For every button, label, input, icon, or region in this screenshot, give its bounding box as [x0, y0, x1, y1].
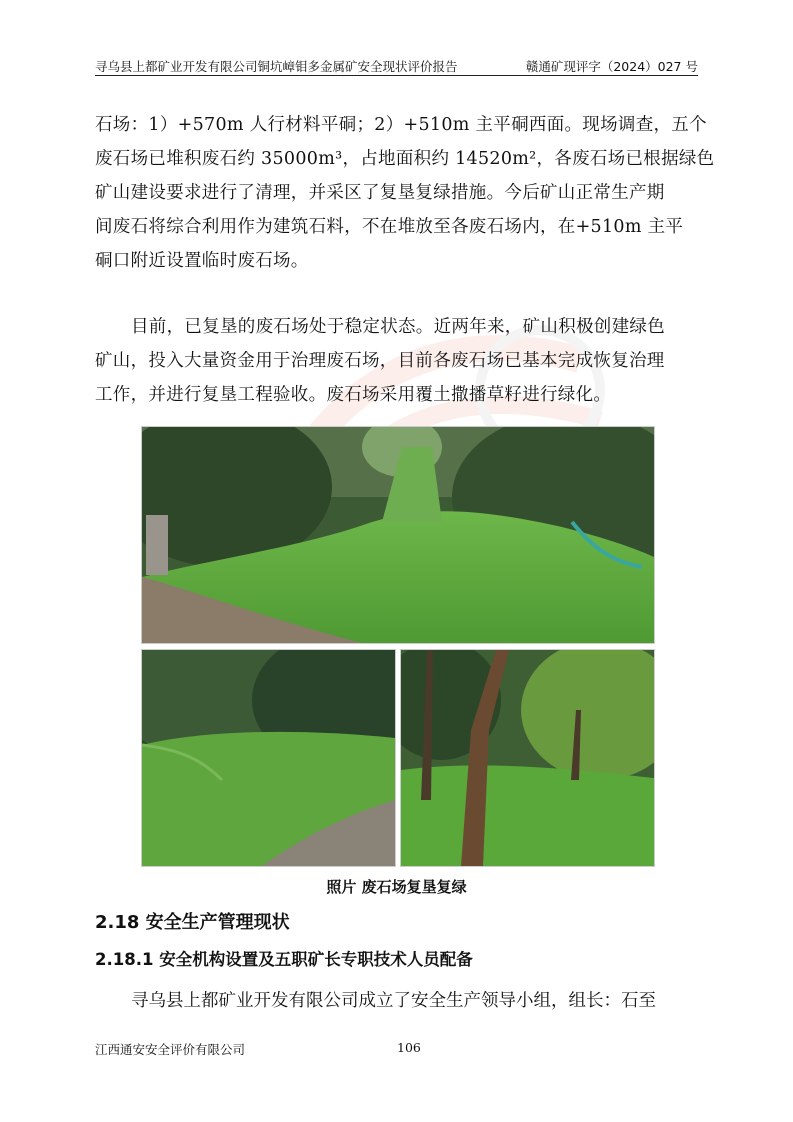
- text-line: 目前，已复垦的废石场处于稳定状态。近两年来，矿山积极创建绿色: [131, 317, 665, 337]
- header-report-title: 寻乌县上都矿业开发有限公司铜坑嶂钼多金属矿安全现状评价报告: [95, 59, 458, 74]
- text-line: 石场：1）+570m 人行材料平硐；2）+510m 主平硐西面。现场调查，五个: [95, 115, 707, 135]
- paragraph-safety-organization: 寻乌县上都矿业开发有限公司成立了安全生产领导小组，组长：石至: [131, 991, 656, 1011]
- photo-reclaimed-slope-left: [141, 649, 396, 867]
- page-header: [95, 55, 698, 76]
- footer-company-name: 江西通安安全评价有限公司: [95, 1042, 246, 1057]
- section-heading: 2.18 安全生产管理现状: [95, 912, 290, 933]
- subsection-heading: 2.18.1 安全机构设置及五职矿长专职技术人员配备: [95, 950, 473, 969]
- text-line: 矿山，投入大量资金用于治理废石场，目前各废石场已基本完成恢复治理: [95, 351, 665, 371]
- photo-reclaimed-slope-right: [400, 649, 655, 867]
- paragraph-reclamation: [95, 310, 698, 412]
- page-number: 106: [397, 1040, 421, 1055]
- paragraph-waste-dump-status: [95, 108, 715, 278]
- text-line: 矿山建设要求进行了清理，并采区了复垦复绿措施。今后矿山正常生产期: [95, 183, 665, 203]
- photo-reclaimed-slope-wide: [141, 426, 655, 644]
- text-line: 间废石将综合利用作为建筑石料，不在堆放至各废石场内，在+510m 主平: [95, 217, 684, 237]
- photo-caption: 照片 废石场复垦复绿: [326, 878, 467, 896]
- text-line: 工作，并进行复垦工程验收。废石场采用覆土撒播草籽进行绿化。: [95, 385, 612, 405]
- page-footer: [95, 1040, 698, 1058]
- text-line: 硐口附近设置临时废石场。: [95, 251, 309, 271]
- header-report-number: 赣通矿现评字（2024）027 号: [525, 59, 698, 74]
- text-line: 废石场已堆积废石约 35000m³，占地面积约 14520m²，各废石场已根据绿色: [95, 149, 715, 169]
